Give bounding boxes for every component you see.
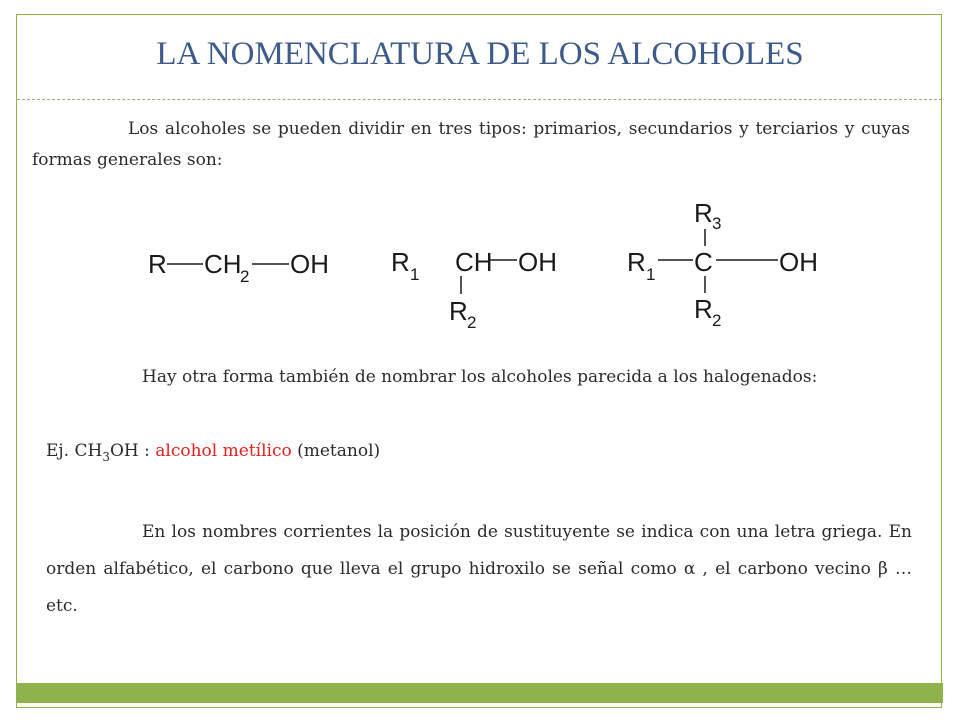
tertiary-c-label: C [694, 247, 713, 277]
intro-paragraph: Los alcoholes se pueden dividir en tres tipos: primarios, secundarios y terciarios y cuyas formas generales son: [32, 119, 910, 170]
primary-oh-label: OH [290, 249, 329, 279]
example-prefix: Ej. CH [46, 441, 103, 461]
primary-alcohol-formula [148, 249, 329, 286]
bottom-accent-bar [16, 683, 943, 703]
greek-letter-paragraph: En los nombres corrientes la posición de sustituyente se indica con una letra griega. En orden alfabético, el carbono que lleva el grupo hidroxilo se señal como α , el carbono vecino β …etc. [46, 522, 912, 616]
secondary-ch-label: CH [455, 247, 493, 277]
alt-naming-paragraph: Hay otra forma también de nombrar los alcoholes parecida a los halogenados: [142, 367, 818, 387]
example-subscript: 3 [102, 450, 110, 464]
example-suffix: (metanol) [291, 441, 381, 461]
example-line [46, 436, 380, 467]
secondary-r1-sub: 1 [410, 265, 420, 284]
tertiary-r2-label: R [694, 294, 713, 324]
tertiary-r1-label: R [627, 247, 646, 277]
tertiary-r2-sub: 2 [712, 311, 722, 330]
example-formula-rest: OH : [109, 441, 156, 461]
title-divider [17, 99, 942, 100]
tertiary-oh-label: OH [779, 247, 818, 277]
primary-ch2-label: CH [204, 249, 242, 279]
alcohol-formulas [0, 190, 960, 340]
tertiary-r1-sub: 1 [646, 265, 656, 284]
primary-ch2-sub: 2 [240, 267, 250, 286]
tertiary-r3-sub: 3 [712, 214, 722, 233]
secondary-r2-label: R [449, 296, 468, 326]
page-title: LA NOMENCLATURA DE LOS ALCOHOLES [156, 36, 804, 72]
secondary-alcohol-formula [391, 247, 557, 332]
primary-r-label: R [148, 249, 167, 279]
example-common-name: alcohol metílico [155, 441, 292, 461]
tertiary-r3-label: R [694, 198, 713, 228]
tertiary-alcohol-formula [627, 198, 818, 330]
formula-diagram [0, 190, 960, 340]
secondary-r2-sub: 2 [467, 313, 477, 332]
secondary-oh-label: OH [518, 247, 557, 277]
secondary-r1-label: R [391, 247, 410, 277]
